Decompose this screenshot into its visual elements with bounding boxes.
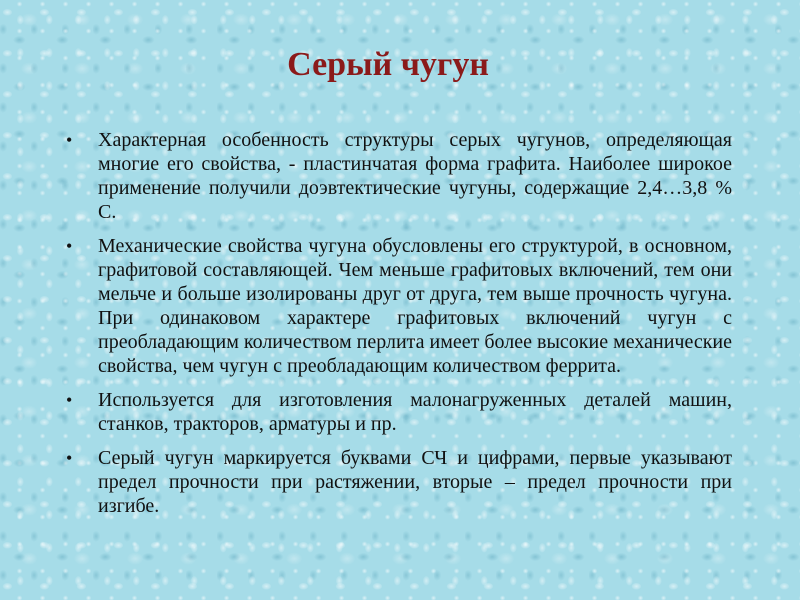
list-item — [64, 128, 732, 224]
bullet-icon: • — [66, 130, 73, 150]
list-item — [64, 234, 732, 378]
bullet-text: Серый чугун маркируется буквами СЧ и цифрами, первые указывают предел прочности при растяжении, вторые – предел прочности при изгибе. — [98, 447, 732, 517]
bullet-icon: • — [66, 236, 73, 256]
bullet-text: Используется для изготовления малонагруженных деталей машин, станков, тракторов, арматуры и пр. — [98, 389, 732, 435]
bullet-text: Механические свойства чугуна обусловлены его структурой, в основном, графитовой составляющей. Чем меньше графитовых включений, тем они мельче и больше изолированы друг от друга, тем выше прочность чугуна. При одинаковом характере графитовых включений чугун с преобладающим количеством перлита имеет более высокие механические свойства, чем чугун с преобладающим количеством феррита. — [98, 235, 732, 377]
slide-title: Серый чугун — [287, 46, 489, 83]
bullet-list — [64, 128, 732, 528]
bullet-icon: • — [66, 448, 73, 468]
bullet-icon: • — [66, 390, 73, 410]
list-item — [64, 388, 732, 436]
list-item — [64, 446, 732, 518]
bullet-text: Характерная особенность структуры серых чугунов, определяющая многие его свойства, - пластинчатая форма графита. Наиболее широкое применение получили доэвтектические чугуны, содержащие 2,4…3,8 % С. — [98, 129, 732, 223]
